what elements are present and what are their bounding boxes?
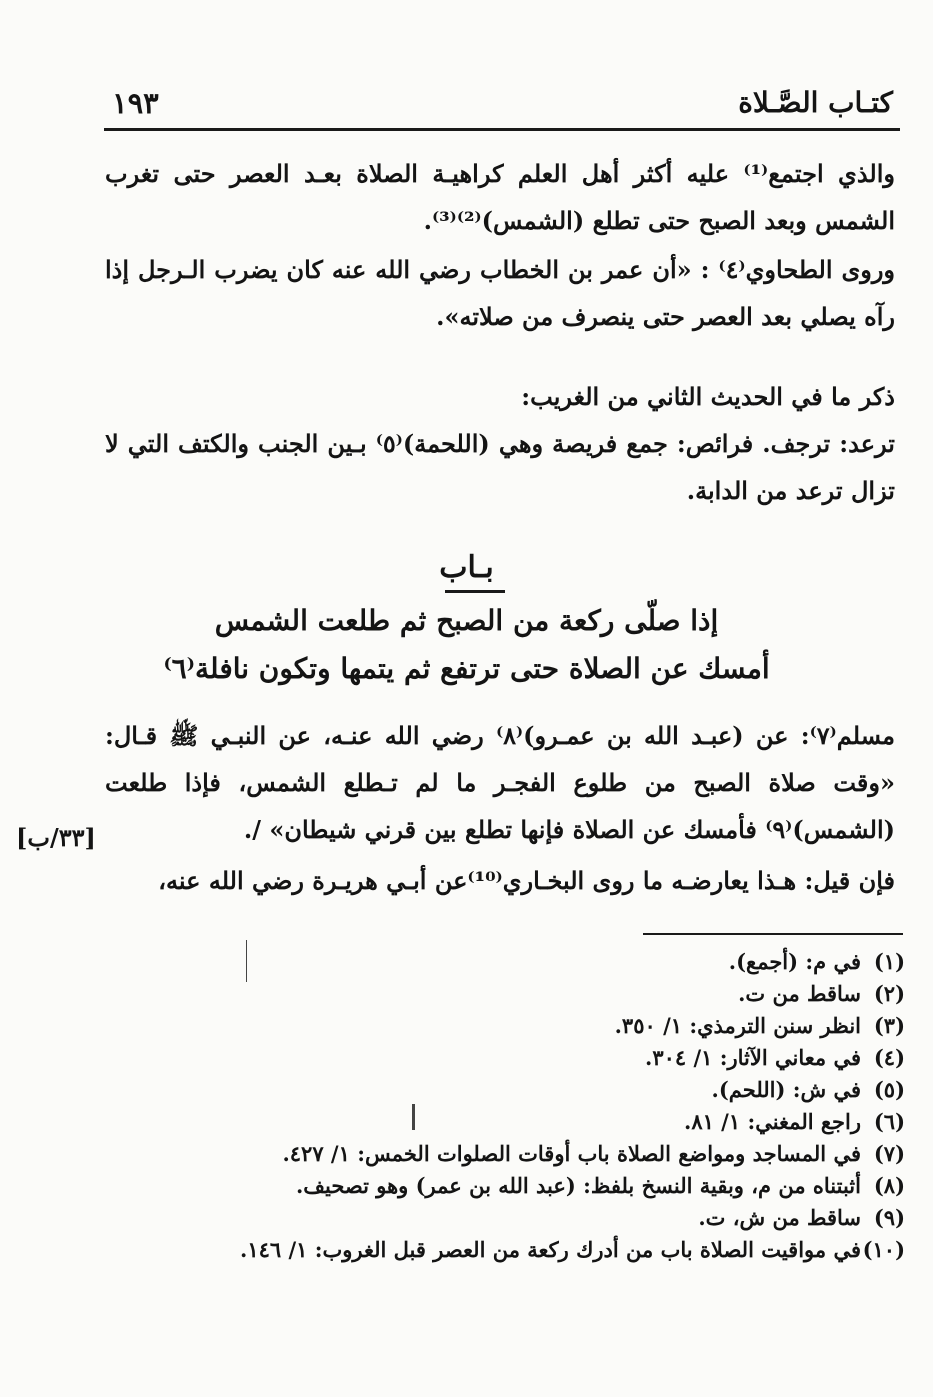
footnote-item: [75, 1106, 905, 1138]
scan-speck: [412, 1104, 415, 1130]
gharib-text: ترعد: ترجف. فرائص: جمع فريصة وهي (اللحمة)⁽٥⁾ بـين الجنب والكتف التي لا تزال ترعد من الدابة.: [105, 429, 895, 505]
footnote-number: (٢): [873, 981, 905, 1006]
footnote-number: (٦): [873, 1109, 905, 1134]
footnote-separator: [643, 933, 903, 935]
footnote-text: في المساجد ومواضع الصلاة باب أوقات الصلوات الخمس: ١/ ٤٢٧.: [282, 1141, 861, 1166]
hadith-paragraph: مسلم⁽٧⁾: عن (عبـد الله بن عمـرو)⁽٨⁾ رضي الله عنـه، عن النبـي ﷺ قـال: «وقت صلاة الصبح من طلوع الفجـر ما لم تـطلع الشمس، فإذا طلعت (الشمس)⁽٩⁾ فأمسك عن الصلاة فإنها تطلع بين قرني شيطان» /.: [105, 721, 895, 844]
paragraph-ijma: والذي اجتمع⁽¹⁾ عليه أكثر أهل العلم كراهيـة الصلاة بعـد العصر حتى تغرب الشمس وبعد الصبح حتى تطلع (الشمس)⁽²⁾⁽³⁾.: [105, 159, 895, 235]
footnote-item: [75, 1202, 905, 1234]
objection-paragraph: فإن قيل: هـذا يعارضـه ما روى البخـاري⁽¹⁰⁾عن أبـي هريـرة رضي الله عنه،: [158, 866, 895, 895]
footnote-number: (٨): [873, 1173, 905, 1198]
footnote-number: (١٠): [862, 1237, 905, 1262]
footnote-text: في مواقيت الصلاة باب من أدرك ركعة من العصر قبل الغروب: ١/ ١٤٦.: [240, 1237, 861, 1262]
footnote-number: (٣): [873, 1013, 905, 1038]
footnote-item: [75, 1170, 905, 1202]
footnote-number: (٤): [873, 1045, 905, 1070]
bab-label: بـاب: [439, 550, 494, 585]
footnote-text: انظر سنن الترمذي: ١/ ٣٥٠.: [614, 1013, 861, 1038]
footnote-text: في ش: (اللحم).: [711, 1077, 861, 1102]
header-rule: [104, 128, 900, 131]
footnote-text: راجع المغني: ١/ ٨١.: [684, 1109, 861, 1134]
footnote-item: [75, 1074, 905, 1106]
bab-title-line-2: أمسك عن الصلاة حتى ترتفع ثم يتمها وتكون نافلة⁽٦⁾: [163, 652, 770, 685]
footnote-item: [75, 1010, 905, 1042]
manuscript-folio-ref: [٣٣/ب]: [16, 823, 96, 852]
page-number: ١٩٣: [112, 86, 159, 120]
footnote-item: [75, 1042, 905, 1074]
footnote-number: (١): [873, 949, 905, 974]
footnote-text: ساقط من ت.: [738, 981, 861, 1006]
footnote-item: [75, 978, 905, 1010]
paragraph-tahawi: وروى الطحاوي⁽٤⁾ : «أن عمر بن الخطاب رضي الله عنه كان يضرب الـرجل إذا رآه يصلي بعد العصر حتى ينصرف من صلاته».: [105, 255, 896, 331]
footnote-list: [75, 946, 905, 1266]
bab-title-line-1: إذا صلّى ركعة من الصبح ثم طلعت الشمس: [214, 604, 719, 637]
footnote-number: (٧): [873, 1141, 905, 1166]
footnote-text: في معاني الآثار: ١/ ٣٠٤.: [645, 1045, 861, 1070]
footnote-text: أثبتناه من م، وبقية النسخ بلفظ: (عبد الله بن عمر) وهو تصحيف.: [295, 1173, 861, 1198]
footnote-number: (٩): [873, 1205, 905, 1230]
footnote-item: [75, 946, 905, 978]
footnote-item: [75, 1234, 905, 1266]
scan-speck: [246, 940, 247, 982]
bab-underline: [445, 590, 505, 593]
header-title: كتـاب الصَّـلاة: [738, 86, 893, 119]
footnote-number: (٥): [873, 1077, 905, 1102]
gharib-heading: ذكر ما في الحديث الثاني من الغريب:: [521, 382, 895, 411]
footnote-item: [75, 1138, 905, 1170]
footnote-text: في م: (أجمع).: [728, 949, 861, 974]
footnote-text: ساقط من ش، ت.: [698, 1205, 861, 1230]
